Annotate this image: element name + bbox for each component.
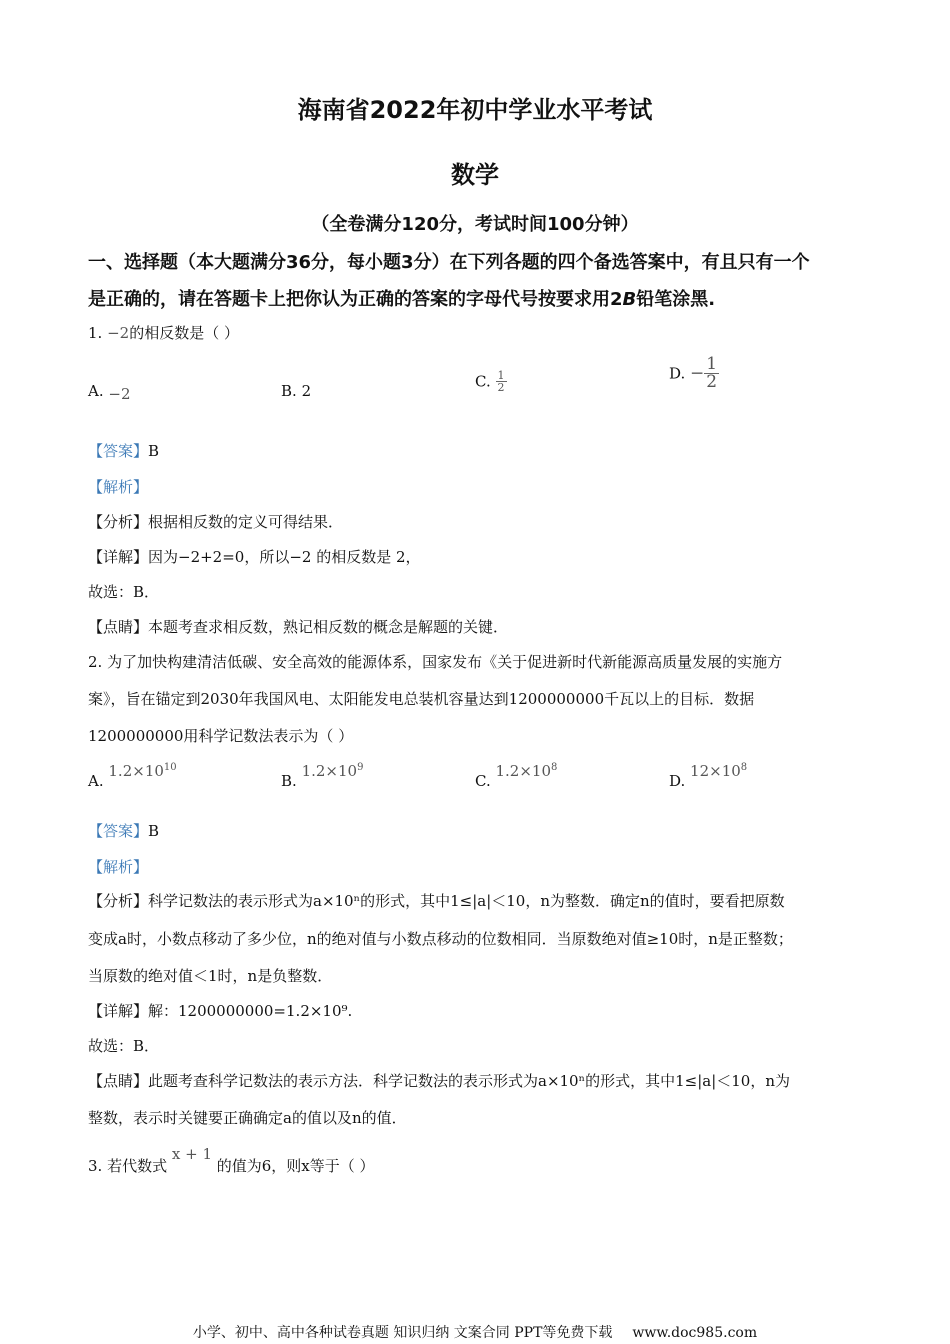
q3-prefix: 3. 若代数式 <box>88 1157 168 1175</box>
q3-suffix: 的值为6，则x等于（ ） <box>216 1157 375 1175</box>
q2-option-a-exponent: 10 <box>163 762 177 773</box>
subject-title: 数学 <box>451 161 499 189</box>
q1-text: 的相反数是（ ） <box>129 324 239 342</box>
footer-url[interactable]: www.doc985.com <box>632 1325 758 1341</box>
q1-xiangjie: 【详解】因为−2+2=0，所以−2 的相反数是 2， <box>88 548 421 566</box>
q2-option-b <box>281 762 364 790</box>
footer <box>0 1322 950 1342</box>
q3-math: x + 1 <box>171 1145 212 1163</box>
q1-option-d-denominator: 2 <box>706 372 718 392</box>
q2-option-d-label: D. <box>669 772 686 790</box>
q2-option-a <box>88 762 177 790</box>
q1-option-c-label: C. <box>475 372 491 391</box>
q1-option-c-numerator: 1 <box>497 369 505 382</box>
q1-option-d-label: D. <box>669 364 686 383</box>
q3-stem <box>88 1145 375 1176</box>
q2-option-d-base: 12×10 <box>690 762 741 780</box>
q2-option-b-label: B. <box>281 772 297 790</box>
q1-answer-tag: 【答案】 <box>88 442 149 460</box>
section-instruction-line-2 <box>88 285 715 311</box>
q1-dianjing: 【点睛】本题考查求相反数，熟记相反数的概念是解题的关键． <box>88 618 509 636</box>
section-instruction-line-1: 一、选择题（本大题满分36分，每小题3分）在下列各题的四个备选答案中，有且只有一个 <box>88 252 810 273</box>
q2-guxuan: 故选：B． <box>88 1037 160 1055</box>
q2-analysis-tag: 【解析】 <box>88 858 149 876</box>
q1-fenxi: 【分析】根据相反数的定义可得结果． <box>88 513 344 531</box>
q2-answer <box>88 820 159 841</box>
q2-fenxi-line-3: 当原数的绝对值＜1时，n是负整数． <box>88 967 333 985</box>
q1-option-d-fraction <box>704 356 719 391</box>
q2-fenxi-line-2: 变成a时，小数点移动了多少位，n的绝对值与小数点移动的位数相同．当原数绝对值≥10时，n是正整数； <box>88 930 793 948</box>
q2-xiangjie: 【详解】解：1200000000=1.2×10⁹. <box>88 1002 353 1020</box>
q2-fenxi-line-1: 【分析】科学记数法的表示形式为a×10ⁿ的形式，其中1≤|a|＜10，n为整数．确定n的值时，要看把原数 <box>88 892 785 910</box>
q1-option-a <box>88 382 131 403</box>
q1-answer <box>88 440 159 461</box>
q2-option-b-base: 1.2×10 <box>301 762 358 780</box>
q1-math: −2 <box>107 324 130 342</box>
q2-option-c-base: 1.2×10 <box>495 762 552 780</box>
q2-option-c <box>475 762 558 790</box>
q1-stem <box>88 322 239 343</box>
q1-option-c-fraction <box>496 370 507 393</box>
q1-option-d-numerator: 1 <box>706 354 718 374</box>
q2-stem-line-1: 2. 为了加快构建清洁低碳、安全高效的能源体系，国家发布《关于促进新时代新能源高质量发展的实施方 <box>88 653 783 671</box>
exam-info: （全卷满分120分，考试时间100分钟） <box>311 214 639 235</box>
exam-title: 海南省2022年初中学业水平考试 <box>297 96 653 124</box>
q2-stem-line-3: 1200000000用科学记数法表示为（ ） <box>88 727 354 745</box>
q1-number: 1. <box>88 324 103 342</box>
q2-option-d <box>669 762 748 790</box>
q1-analysis-tag: 【解析】 <box>88 478 149 496</box>
q1-option-d <box>669 356 719 391</box>
q1-option-b-label: B. <box>281 382 297 400</box>
q2-stem-line-2: 案》，旨在锚定到2030年我国风电、太阳能发电总装机容量达到1200000000千瓦以上的目标．数据 <box>88 690 755 708</box>
q2-option-a-label: A. <box>88 772 104 790</box>
section-instruction-b: B <box>622 289 637 310</box>
q1-answer-value: B <box>148 442 160 460</box>
q1-option-a-label: A. <box>88 382 104 400</box>
q1-guxuan: 故选：B． <box>88 583 160 601</box>
q2-option-b-exponent: 9 <box>357 762 364 773</box>
footer-text: 小学、初中、高中各种试卷真题 知识归纳 文案合同 PPT等免费下载 <box>192 1325 613 1341</box>
q2-option-d-exponent: 8 <box>740 762 748 773</box>
q1-option-d-minus: − <box>690 363 705 384</box>
section-instruction-pre: 是正确的，请在答题卡上把你认为正确的答案的字母代号按要求用2 <box>88 289 623 310</box>
q1-option-b-value: 2 <box>301 382 312 400</box>
q1-option-c <box>475 370 507 393</box>
q2-option-c-exponent: 8 <box>551 762 558 773</box>
q2-dianjing-line-2: 整数，表示时关键要正确确定a的值以及n的值． <box>88 1109 407 1127</box>
q2-answer-value: B <box>148 822 160 840</box>
q2-answer-tag: 【答案】 <box>88 822 149 840</box>
q1-option-b <box>281 382 311 400</box>
q1-option-a-value: −2 <box>108 385 131 403</box>
section-instruction-post: 铅笔涂黑. <box>636 289 716 310</box>
q2-option-c-label: C. <box>475 772 491 790</box>
q2-option-a-base: 1.2×10 <box>108 762 164 780</box>
q2-dianjing-line-1: 【点睛】此题考查科学记数法的表示方法．科学记数法的表示形式为a×10ⁿ的形式，其中1≤|a|＜10，n为 <box>88 1072 791 1090</box>
q1-option-c-denominator: 2 <box>497 381 505 394</box>
